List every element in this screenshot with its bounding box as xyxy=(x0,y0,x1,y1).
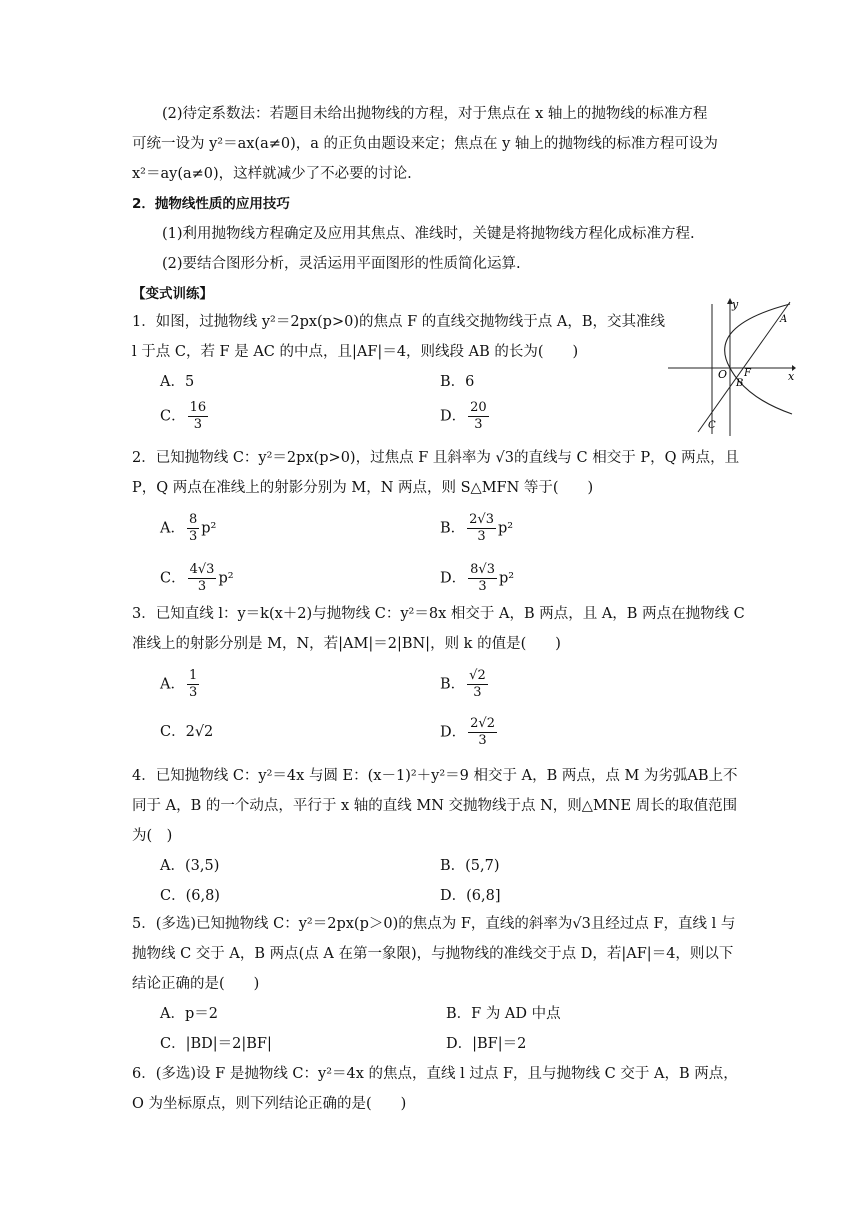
q1-line-2: l 于点 C，若 F 是 AC 的中点，且|AF|＝4，则线段 AB 的长为( ) xyxy=(132,344,579,360)
q1-option-d xyxy=(440,400,491,433)
label-x: x xyxy=(788,370,795,383)
numerator: 20 xyxy=(470,400,487,415)
q2-line-1: 2．已知抛物线 C：y²＝2px(p>0)，过焦点 F 且斜率为 √3的直线与 C 相交于 P，Q 两点，且 xyxy=(132,450,740,466)
option-label: D． xyxy=(440,724,467,741)
q3-line-1: 3．已知直线 l：y＝k(x＋2)与抛物线 C：y²＝8x 相交于 A，B 两点，且 A，B 两点在抛物线 C xyxy=(132,606,745,622)
label-a: A xyxy=(780,314,788,325)
q6-line-2: O 为坐标原点，则下列结论正确的是( ) xyxy=(132,1096,407,1112)
method-para-line-2: 可统一设为 y²＝ax(a≠0)，a 的正负由题设来定；焦点在 y 轴上的抛物线的标准方程可设为 xyxy=(132,136,718,152)
training-heading: 【变式训练】 xyxy=(132,286,213,302)
option-label: A． xyxy=(160,676,185,693)
q5-option-b: B．F 为 AD 中点 xyxy=(446,1006,561,1022)
method-para-line-3: x²＝ay(a≠0)，这样就减少了不必要的讨论. xyxy=(132,166,412,182)
fraction xyxy=(188,562,217,595)
fraction xyxy=(468,562,497,595)
numerator: 2√3 xyxy=(469,512,494,527)
label-y: y xyxy=(732,298,739,311)
denominator: 3 xyxy=(473,685,482,700)
method-para-line-1: (2)待定系数法：若题目未给出抛物线的方程，对于焦点在 x 轴上的抛物线的标准方程 xyxy=(162,106,708,122)
q2-line-2: P，Q 两点在准线上的射影分别为 M，N 两点，则 S△MFN 等于( ) xyxy=(132,480,594,496)
fraction xyxy=(468,716,497,749)
q1-option-c xyxy=(160,400,210,433)
denominator: 3 xyxy=(193,417,203,432)
q3-option-b xyxy=(440,668,490,701)
option-suffix: p² xyxy=(498,570,515,587)
option-label: C． xyxy=(160,570,186,587)
q5-option-c: C．|BD|＝2|BF| xyxy=(160,1036,272,1052)
q4-option-c: C．(6,8) xyxy=(160,888,220,904)
denominator: 3 xyxy=(478,579,487,594)
q4-line-3: 为( ) xyxy=(132,828,173,844)
q5-line-3: 结论正确的是( ) xyxy=(132,976,260,992)
label-f: F xyxy=(744,368,751,379)
q4-option-a: A．(3,5) xyxy=(160,858,220,874)
numerator: 8 xyxy=(188,512,198,527)
fraction xyxy=(467,512,496,545)
q4-line-2: 同于 A，B 的一个动点，平行于 x 轴的直线 MN 交抛物线于点 N，则△MNE 周长的取值范围 xyxy=(132,798,738,814)
numerator: 8√3 xyxy=(470,562,495,577)
denominator: 3 xyxy=(474,417,483,432)
q3-option-d xyxy=(440,716,499,749)
numerator: 2√2 xyxy=(470,716,495,731)
label-c: C xyxy=(708,420,716,431)
option-label: C． xyxy=(160,408,186,425)
q1-option-b: B．6 xyxy=(440,374,475,390)
q5-line-1: 5．(多选)已知抛物线 C：y²＝2px(p＞0)的焦点为 F，直线的斜率为√3且经过点 F，直线 l 与 xyxy=(132,916,736,932)
fraction xyxy=(188,400,209,433)
q1-option-a: A．5 xyxy=(160,374,195,390)
q4-line-1: 4．已知抛物线 C：y²＝4x 与圆 E：(x－1)²＋y²＝9 相交于 A，B 两点，点 M 为劣弧AB上不 xyxy=(132,768,738,784)
numerator: √2 xyxy=(469,668,486,683)
option-suffix: p² xyxy=(497,520,514,537)
denominator: 3 xyxy=(197,579,207,594)
q5-option-a: A．p＝2 xyxy=(160,1006,218,1022)
q3-option-a xyxy=(160,668,201,701)
denominator: 3 xyxy=(188,529,198,544)
q6-line-1: 6．(多选)设 F 是抛物线 C：y²＝4x 的焦点，直线 l 过点 F，且与抛物线 C 交于 A，B 两点， xyxy=(132,1066,738,1082)
option-label: D． xyxy=(440,408,467,425)
q5-option-d: D．|BF|＝2 xyxy=(446,1036,527,1052)
q3-line-2: 准线上的射影分别是 M，N，若|AM|＝2|BN|，则 k 的值是( ) xyxy=(132,636,561,652)
numerator: 1 xyxy=(188,668,198,683)
section-item-1: (1)利用抛物线方程确定及应用其焦点、准线时，关键是将抛物线方程化成标准方程. xyxy=(162,226,695,242)
option-suffix: p² xyxy=(201,520,217,537)
denominator: 3 xyxy=(477,529,486,544)
parabola-figure xyxy=(668,296,796,436)
option-label: B． xyxy=(440,520,466,537)
numerator: 4√3 xyxy=(189,562,215,577)
parabola-diagram xyxy=(668,296,796,436)
fraction xyxy=(467,668,488,701)
fraction xyxy=(187,668,199,701)
q2-option-b xyxy=(440,512,513,545)
label-o: O xyxy=(718,368,728,381)
section-item-2: (2)要结合图形分析，灵活运用平面图形的性质简化运算. xyxy=(162,256,521,272)
q2-option-d xyxy=(440,562,514,595)
numerator: 16 xyxy=(189,400,207,415)
q3-option-c: C．2√2 xyxy=(160,724,214,740)
denominator: 3 xyxy=(188,685,198,700)
q2-option-c xyxy=(160,562,234,595)
option-label: A． xyxy=(160,520,185,537)
option-label: B． xyxy=(440,676,466,693)
q4-option-d: D．(6,8] xyxy=(440,888,501,904)
q4-option-b: B．(5,7) xyxy=(440,858,500,874)
fraction xyxy=(187,512,199,545)
q5-line-2: 抛物线 C 交于 A，B 两点(点 A 在第一象限)，与抛物线的准线交于点 D，若|AF|＝4，则以下 xyxy=(132,946,734,962)
q1-line-1: 1．如图，过抛物线 y²＝2px(p>0)的焦点 F 的直线交抛物线于点 A，B，交其准线 xyxy=(132,314,666,330)
denominator: 3 xyxy=(478,733,487,748)
fraction xyxy=(468,400,489,433)
option-label: D． xyxy=(440,570,467,587)
option-suffix: p² xyxy=(218,570,234,587)
q2-option-a xyxy=(160,512,216,545)
section-heading: 2．抛物线性质的应用技巧 xyxy=(132,196,290,212)
label-b: B xyxy=(736,378,744,389)
